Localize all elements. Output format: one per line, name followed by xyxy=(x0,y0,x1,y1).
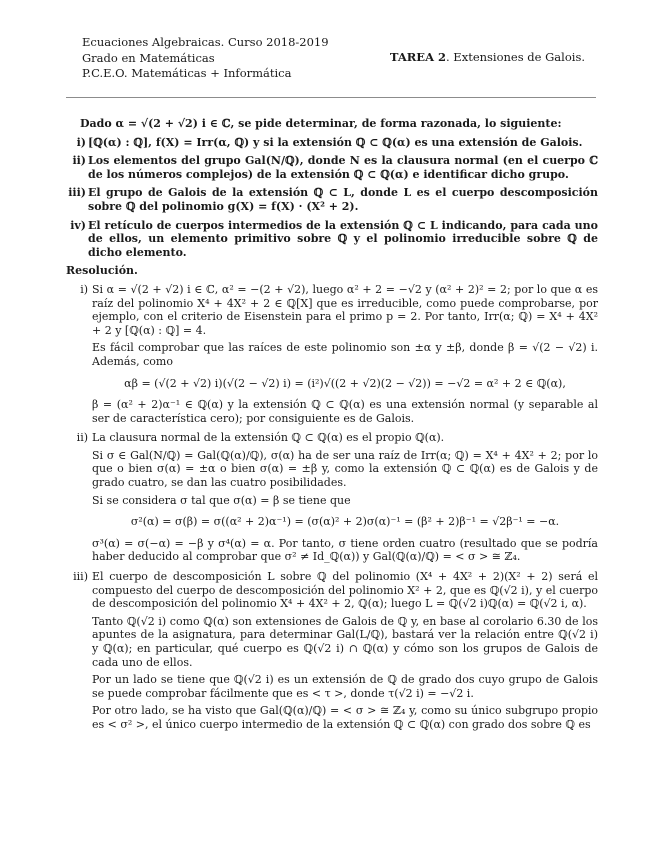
display-equation: σ²(α) = σ(β) = σ((α² + 2)α⁻¹) = (σ(α)² + 2)σ(α)⁻¹ = (β² + 2)β⁻¹ = √2β⁻¹ = −α. xyxy=(130,515,560,529)
resolution-title: Resolución. xyxy=(66,264,138,278)
answer-iii xyxy=(66,570,598,732)
answer-number: ii) xyxy=(76,431,88,445)
paragraph: Por otro lado, se ha visto que Gal(ℚ(α)/ℚ) = < σ > ≅ ℤ₄ y, como su único subgrupo propio es < σ² >, el único cuerpo intermedio de la extensión ℚ ⊂ ℚ(α) con grado dos sobre ℚ es xyxy=(92,704,598,731)
answer-number: i) xyxy=(80,282,88,296)
question-iii xyxy=(66,186,598,213)
question-iv xyxy=(66,219,598,260)
question-text: El retículo de cuerpos intermedios de la extensión ℚ ⊂ L indicando, para cada uno de ellos, un elemento primitivo sobre ℚ y el polinomio irreducible sobre ℚ de dicho elemento. xyxy=(88,218,598,259)
document-body xyxy=(66,117,598,738)
answer-i xyxy=(66,283,598,425)
answer-number: iii) xyxy=(73,570,88,584)
paragraph: Si α = √(2 + √2) i ∈ ℂ, α² = −(2 + √2), luego α² + 2 = −√2 y (α² + 2)² = 2; por lo que α es raíz del polinomio X⁴ + 4X² + 2 ∈ ℚ[X] que es irreducible, como puede comprobarse, por ejemplo, con el criterio de Eisenstein para el primo p = 2. Por tanto, Irr(α; ℚ) = X⁴ + 4X² + 2 y [ℚ(α) : ℚ] = 4. xyxy=(92,282,598,337)
paragraph: El cuerpo de descomposición L sobre ℚ del polinomio (X⁴ + 4X² + 2)(X² + 2) será el compuesto del cuerpo de descomposición del polinomio X² + 2, que es ℚ(√2 i), y el cuerpo de descomposición del polinomio X⁴ + 4X² + 2, ℚ(α); luego L = ℚ(√2 i)ℚ(α) = ℚ(√2 i, α). xyxy=(92,570,598,611)
question-text: El grupo de Galois de la extensión ℚ ⊂ L, donde L es el cuerpo descomposición sobre ℚ del polinomio g(X) = f(X) · (X² + 2). xyxy=(88,186,598,213)
paragraph: Si se considera σ tal que σ(α) = β se tiene que xyxy=(92,493,351,507)
question-number: iii) xyxy=(68,186,86,200)
paragraph: σ³(α) = σ(−α) = −β y σ⁴(α) = α. Por tanto, σ tiene orden cuatro (resultado que se podría haber deducido al comprobar que σ² ≠ Id_ℚ(α)) y Gal(ℚ(α)/ℚ) = < σ > ≅ ℤ₄. xyxy=(92,536,598,564)
question-number: ii) xyxy=(72,154,86,168)
task-header xyxy=(390,50,585,64)
question-number: i) xyxy=(76,135,86,149)
header-divider xyxy=(66,97,596,98)
question-number: iv) xyxy=(70,218,86,232)
degree-name: Grado en Matemáticas xyxy=(82,50,215,65)
paragraph: β = (α² + 2)α⁻¹ ∈ ℚ(α) y la extensión ℚ ⊂ ℚ(α) es una extensión normal (y separable al ser de característica cero); por consiguiente es de Galois. xyxy=(92,398,598,425)
paragraph: Por un lado se tiene que ℚ(√2 i) es un extensión de ℚ de grado dos cuyo grupo de Galois se puede comprobar fácilmente que es < τ >, donde τ(√2 i) = −√2 i. xyxy=(92,673,598,700)
course-header xyxy=(82,35,329,82)
statement-intro: Dado α = √(2 + √2) i ∈ ℂ, se pide determinar, de forma razonada, lo siguiente: xyxy=(80,117,562,130)
course-name: Ecuaciones Algebraicas. Curso 2018-2019 xyxy=(82,35,329,49)
paragraph: La clausura normal de la extensión ℚ ⊂ ℚ(α) es el propio ℚ(α). xyxy=(92,431,445,445)
answer-ii xyxy=(66,431,598,564)
program-name: P.C.E.O. Matemáticas + Informática xyxy=(82,66,292,80)
paragraph: Tanto ℚ(√2 i) como ℚ(α) son extensiones de Galois de ℚ y, en base al corolario 6.30 de los apuntes de la asignatura, para determinar Gal(L/ℚ), bastará ver la relación entre ℚ(√2 i) y ℚ(α); en particular, qué cuerpo es ℚ(√2 i) ∩ ℚ(α) y cómo son los grupos de Galois de cada uno de ellos. xyxy=(92,614,598,669)
question-text: [ℚ(α) : ℚ], f(X) = Irr(α, ℚ) y si la extensión ℚ ⊂ ℚ(α) es una extensión de Galois. xyxy=(88,135,583,149)
question-i xyxy=(66,136,598,150)
question-ii xyxy=(66,154,598,181)
task-title: . Extensiones de Galois. xyxy=(446,50,585,64)
display-equation: αβ = (√(2 + √2) i)(√(2 − √2) i) = (i²)√((2 + √2)(2 − √2)) = −√2 = α² + 2 ∈ ℚ(α), xyxy=(124,376,566,390)
paragraph: Si σ ∈ Gal(N/ℚ) = Gal(ℚ(α)/ℚ), σ(α) ha de ser una raíz de Irr(α; ℚ) = X⁴ + 4X² + 2; por lo que o bien σ(α) = ±α o bien σ(α) = ±β y, como la extensión ℚ ⊂ ℚ(α) es de Galois y de grado cuatro, se dan las cuatro posibilidades. xyxy=(92,448,598,490)
question-text: Los elementos del grupo Gal(N/ℚ), donde N es la clausura normal (en el cuerpo ℂ de los números complejos) de la extensión ℚ ⊂ ℚ(α) e identificar dicho grupo. xyxy=(88,154,598,181)
task-label: TAREA 2 xyxy=(389,50,446,64)
paragraph: Es fácil comprobar que las raíces de este polinomio son ±α y ±β, donde β = √(2 − √2) i. Además, como xyxy=(92,341,598,368)
